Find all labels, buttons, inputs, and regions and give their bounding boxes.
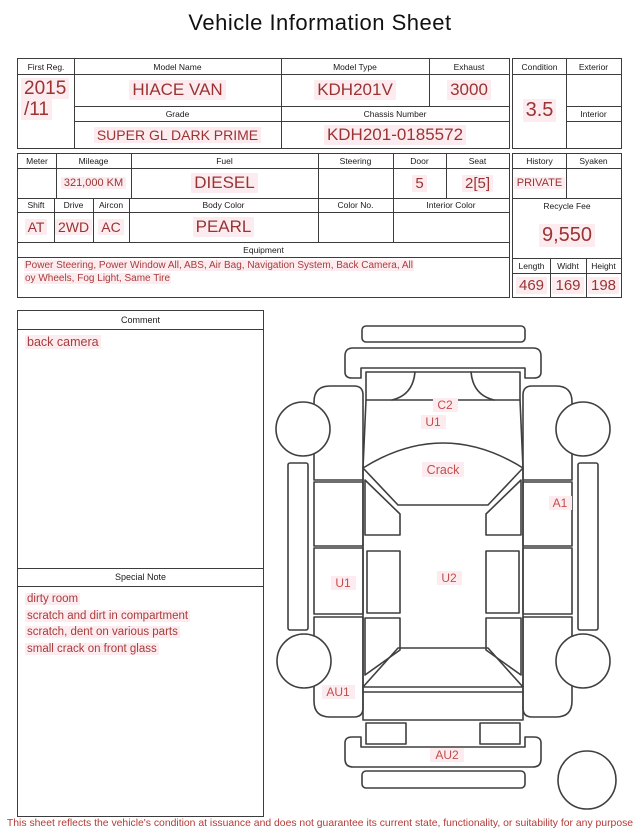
damage-label-au1: AU1 — [326, 685, 350, 699]
front-top-strip — [362, 326, 525, 342]
door-front-right — [523, 482, 572, 546]
special-note-line: scratch and dirt in compartment — [27, 609, 189, 622]
damage-label-c2: C2 — [437, 398, 453, 412]
page-title: Vehicle Information Sheet — [188, 10, 452, 35]
damage-label-a1: A1 — [552, 496, 568, 510]
shift-label: Shift — [27, 200, 45, 210]
grade-value: SUPER GL DARK PRIME — [74, 121, 281, 148]
color-no-label: Color No. — [337, 200, 374, 210]
special-note-list — [25, 592, 190, 658]
chassis-number-value: KDH201-0185572 — [281, 121, 509, 148]
exhaust-value: 3000 — [429, 74, 509, 106]
rear-window — [363, 648, 523, 687]
drive-value: 2WD — [54, 212, 93, 242]
height-value: 198 — [586, 273, 621, 297]
damage-label-u1-side: U1 — [335, 576, 351, 590]
condition-table — [512, 58, 622, 149]
mileage-value: 321,000 KM — [56, 168, 131, 198]
meter-label: Meter — [26, 156, 48, 166]
wheel-front-left — [276, 402, 330, 456]
drive-label: Drive — [63, 200, 84, 210]
model-info-table — [17, 58, 510, 149]
sill-right — [578, 463, 598, 630]
sill-left — [288, 463, 308, 630]
damage-label-crack: Crack — [426, 463, 460, 477]
door-value: 5 — [393, 168, 446, 198]
damage-label-u1-front: U1 — [425, 415, 441, 429]
wheel-rear-right — [556, 634, 610, 688]
model-type-label: Model Type — [333, 61, 377, 72]
history-fee-table — [512, 153, 622, 298]
hood-arc-left — [392, 372, 415, 400]
rear-corner-right — [480, 723, 520, 744]
special-note-line: scratch, dent on various parts — [27, 626, 178, 638]
hood-arc-right — [471, 372, 494, 400]
model-name-value: HIACE VAN — [74, 74, 281, 106]
grade-label: Grade — [165, 108, 190, 119]
special-note-line: small crack on front glass — [27, 642, 157, 655]
wheel-front-right — [556, 402, 610, 456]
recycle-fee-value: 9,550 — [513, 213, 621, 258]
history-value: PRIVATE — [513, 168, 566, 198]
spare-tire — [558, 751, 616, 809]
comment-box — [17, 310, 264, 817]
interior-value — [566, 121, 621, 148]
spec-table — [17, 153, 510, 298]
aircon-label: Aircon — [98, 200, 124, 210]
interior-label: Interior — [580, 108, 607, 119]
length-value: 469 — [513, 273, 550, 297]
first-reg-label: First Reg. — [27, 61, 65, 72]
first-reg-value: 2015 /11 — [21, 78, 69, 120]
fuel-label: Fuel — [216, 156, 233, 166]
door-label: Door — [410, 156, 429, 166]
exhaust-label: Exhaust — [453, 61, 485, 72]
wheel-rear-left — [277, 634, 331, 688]
damage-label-au2: AU2 — [435, 748, 459, 762]
recycle-fee-label: Recycle Fee — [543, 200, 591, 211]
door-rear-right — [523, 548, 572, 614]
damage-label-u2: U2 — [441, 571, 457, 585]
chassis-number-label: Chassis Number — [363, 108, 427, 119]
body-color-value: PEARL — [129, 212, 318, 242]
model-type-value: KDH201V — [281, 74, 429, 106]
body-color-label: Body Color — [202, 200, 245, 210]
equipment-label: Equipment — [243, 244, 284, 255]
seat-value: 2[5] — [446, 168, 509, 198]
rear-corner-left — [366, 723, 406, 744]
special-note-label: Special Note — [114, 572, 167, 582]
car-damage-diagram — [263, 307, 623, 819]
history-label: History — [526, 156, 553, 166]
special-note-line: dirty room — [27, 593, 79, 605]
front-bumper — [345, 348, 541, 378]
syaken-label: Syaken — [579, 156, 608, 166]
length-label: Length — [518, 260, 545, 271]
door-front-left — [314, 482, 363, 546]
comment-label: Comment — [120, 315, 160, 325]
exterior-label: Exterior — [578, 61, 609, 72]
roof-cutout-mid-right — [486, 551, 519, 613]
fuel-value: DIESEL — [131, 168, 318, 198]
disclaimer-text: This sheet reflects the vehicle's condition at issuance and does not guarantee its current state, functionality, or suitability for any purpose — [6, 818, 634, 829]
rear-bottom-strip — [362, 771, 525, 788]
shift-value: AT — [18, 212, 54, 242]
roof-cutout-mid-left — [367, 551, 400, 613]
comment-text: back camera — [27, 335, 99, 349]
condition-label: Condition — [521, 61, 558, 72]
mileage-label: Mileage — [78, 156, 109, 166]
model-name-label: Model Name — [153, 61, 202, 72]
interior-color-label: Interior Color — [426, 200, 476, 210]
height-label: Height — [591, 260, 616, 271]
steering-label: Steering — [339, 156, 372, 166]
width-label: Widht — [557, 260, 579, 271]
seat-label: Seat — [468, 156, 487, 166]
exterior-value — [566, 74, 621, 106]
aircon-value: AC — [93, 212, 129, 242]
condition-value: 3.5 — [513, 74, 566, 146]
equipment-list: Power Steering, Power Window All, ABS, Air Bag, Navigation System, Back Camera, All oy Wheels, Fog Light, Same Tire — [25, 260, 413, 284]
width-value: 169 — [550, 273, 586, 297]
